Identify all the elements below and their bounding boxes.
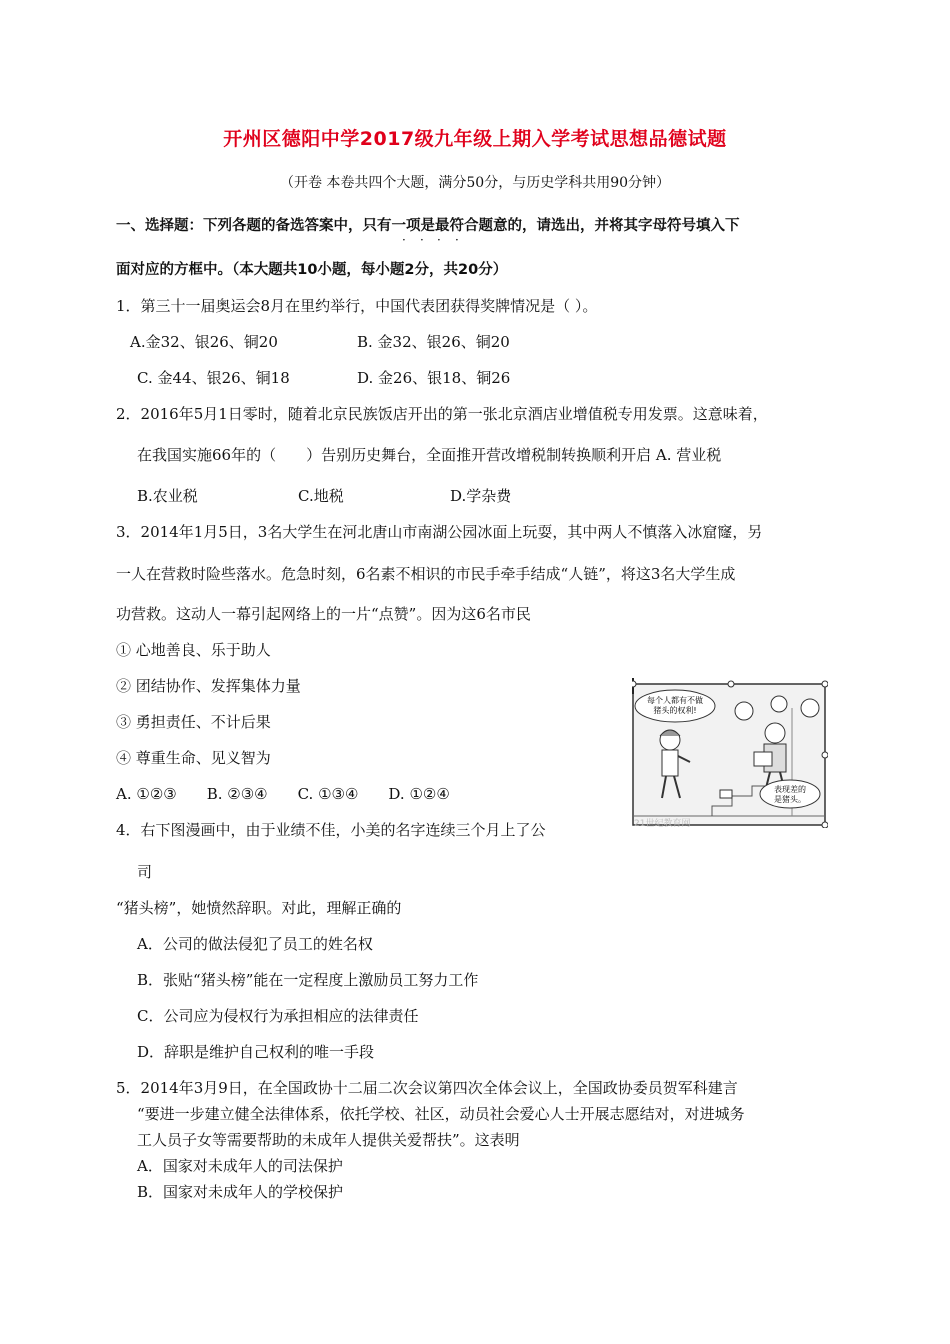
- question-3-item4: ④ 尊重生命、见义智为: [116, 749, 271, 767]
- question-3-item3: ③ 勇担责任、不计后果: [116, 713, 271, 731]
- question-3-line3: 功营救。这动人一幕引起网络上的一片“点赞”。因为这6名市民: [116, 605, 531, 623]
- question-5-line2: “要进一步建立健全法律体系，依托学校、社区，动员社会爱心人士开展志愿结对，对进城务: [137, 1105, 745, 1123]
- cartoon-drawing: [632, 678, 828, 828]
- question-4-option-a: A．公司的做法侵犯了员工的姓名权: [137, 935, 373, 953]
- question-3-line2: 一人在营救时险些落水。危急时刻，6名素不相识的市民手牵手结成“人链”，将这3名大学生成: [116, 565, 736, 583]
- exam-subtitle: （开卷 本卷共四个大题，满分50分，与历史学科共用90分钟）: [279, 175, 671, 191]
- question-2-option-b: B.农业税: [137, 487, 198, 505]
- question-3-options: A. ①②③ B. ②③④ C. ①③④ D. ①②④: [116, 785, 450, 803]
- question-4-line3: “猪头榜”，她愤然辞职。对此，理解正确的: [116, 899, 402, 917]
- question-5-line3: 工人员子女等需要帮助的未成年人提供关爱帮扶”。这表明: [137, 1131, 520, 1149]
- emphasis-dot: ·: [455, 233, 459, 247]
- emphasis-dot: ·: [402, 233, 406, 247]
- watermark-text: 21世纪教育网: [634, 819, 691, 828]
- bubble-right-text: 表现差的: [774, 785, 806, 794]
- question-1-option-b: B. 金32、银26、铜20: [357, 333, 510, 351]
- question-5-line1: 5．2014年3月9日，在全国政协十二届二次会议第四次全体会议上，全国政协委员贺军科建言: [116, 1079, 738, 1097]
- question-2-line1: 2．2016年5月1日零时，随着北京民族饭店开出的第一张北京酒店业增值税专用发票。这意味着，: [116, 405, 768, 423]
- question-4-line2: 司: [137, 863, 153, 881]
- section1-instructions-line1: 一、选择题：下列各题的备选答案中，只有一项是最符合题意的，请选出，并将其字母符号填入下: [116, 218, 740, 234]
- question-1-option-c: C. 金44、银26、铜18: [137, 369, 290, 387]
- question-3-item1: ① 心地善良、乐于助人: [116, 641, 271, 659]
- question-3-line1: 3．2014年1月5日，3名大学生在河北唐山市南湖公园冰面上玩耍，其中两人不慎落入冰窟窿，另: [116, 523, 763, 541]
- cartoon-image: [632, 678, 828, 828]
- emphasis-dot: ·: [437, 233, 441, 247]
- question-2-option-d: D.学杂费: [450, 487, 512, 505]
- section1-instructions-line2: 面对应的方框中。（本大题共10小题，每小题2分，共20分）: [116, 262, 508, 278]
- question-1-option-d: D. 金26、银18、铜26: [357, 369, 511, 387]
- svg-text:是猪头。: 是猪头。: [774, 795, 806, 804]
- question-4-line1: 4．右下图漫画中，由于业绩不佳，小美的名字连续三个月上了公: [116, 821, 546, 839]
- question-5-option-b: B．国家对未成年人的学校保护: [137, 1183, 344, 1201]
- question-5-option-a: A．国家对未成年人的司法保护: [137, 1157, 343, 1175]
- question-2-line2: 在我国实施66年的（ ）告别历史舞台，全面推开营改增税制转换顺利开启 A. 营业税: [137, 446, 722, 464]
- bubble-left-text: 每个人都有不做: [647, 696, 703, 705]
- page-title: 开州区德阳中学2017级九年级上期入学考试思想品德试题: [223, 128, 727, 150]
- question-2-option-c: C.地税: [298, 487, 344, 505]
- question-1-stem: 1．第三十一届奥运会8月在里约举行，中国代表团获得奖牌情况是（ ）。: [116, 297, 598, 315]
- question-4-option-d: D．辞职是维护自己权利的唯一手段: [137, 1043, 375, 1061]
- question-4-option-c: C．公司应为侵权行为承担相应的法律责任: [137, 1007, 419, 1025]
- question-4-option-b: B．张贴“猪头榜”能在一定程度上激励员工努力工作: [137, 971, 479, 989]
- question-3-item2: ② 团结协作、发挥集体力量: [116, 677, 301, 695]
- question-1-option-a: A.金32、银26、铜20: [130, 333, 278, 351]
- svg-text:猪头的权利!: 猪头的权利!: [653, 706, 697, 715]
- emphasis-dot: ·: [420, 233, 424, 247]
